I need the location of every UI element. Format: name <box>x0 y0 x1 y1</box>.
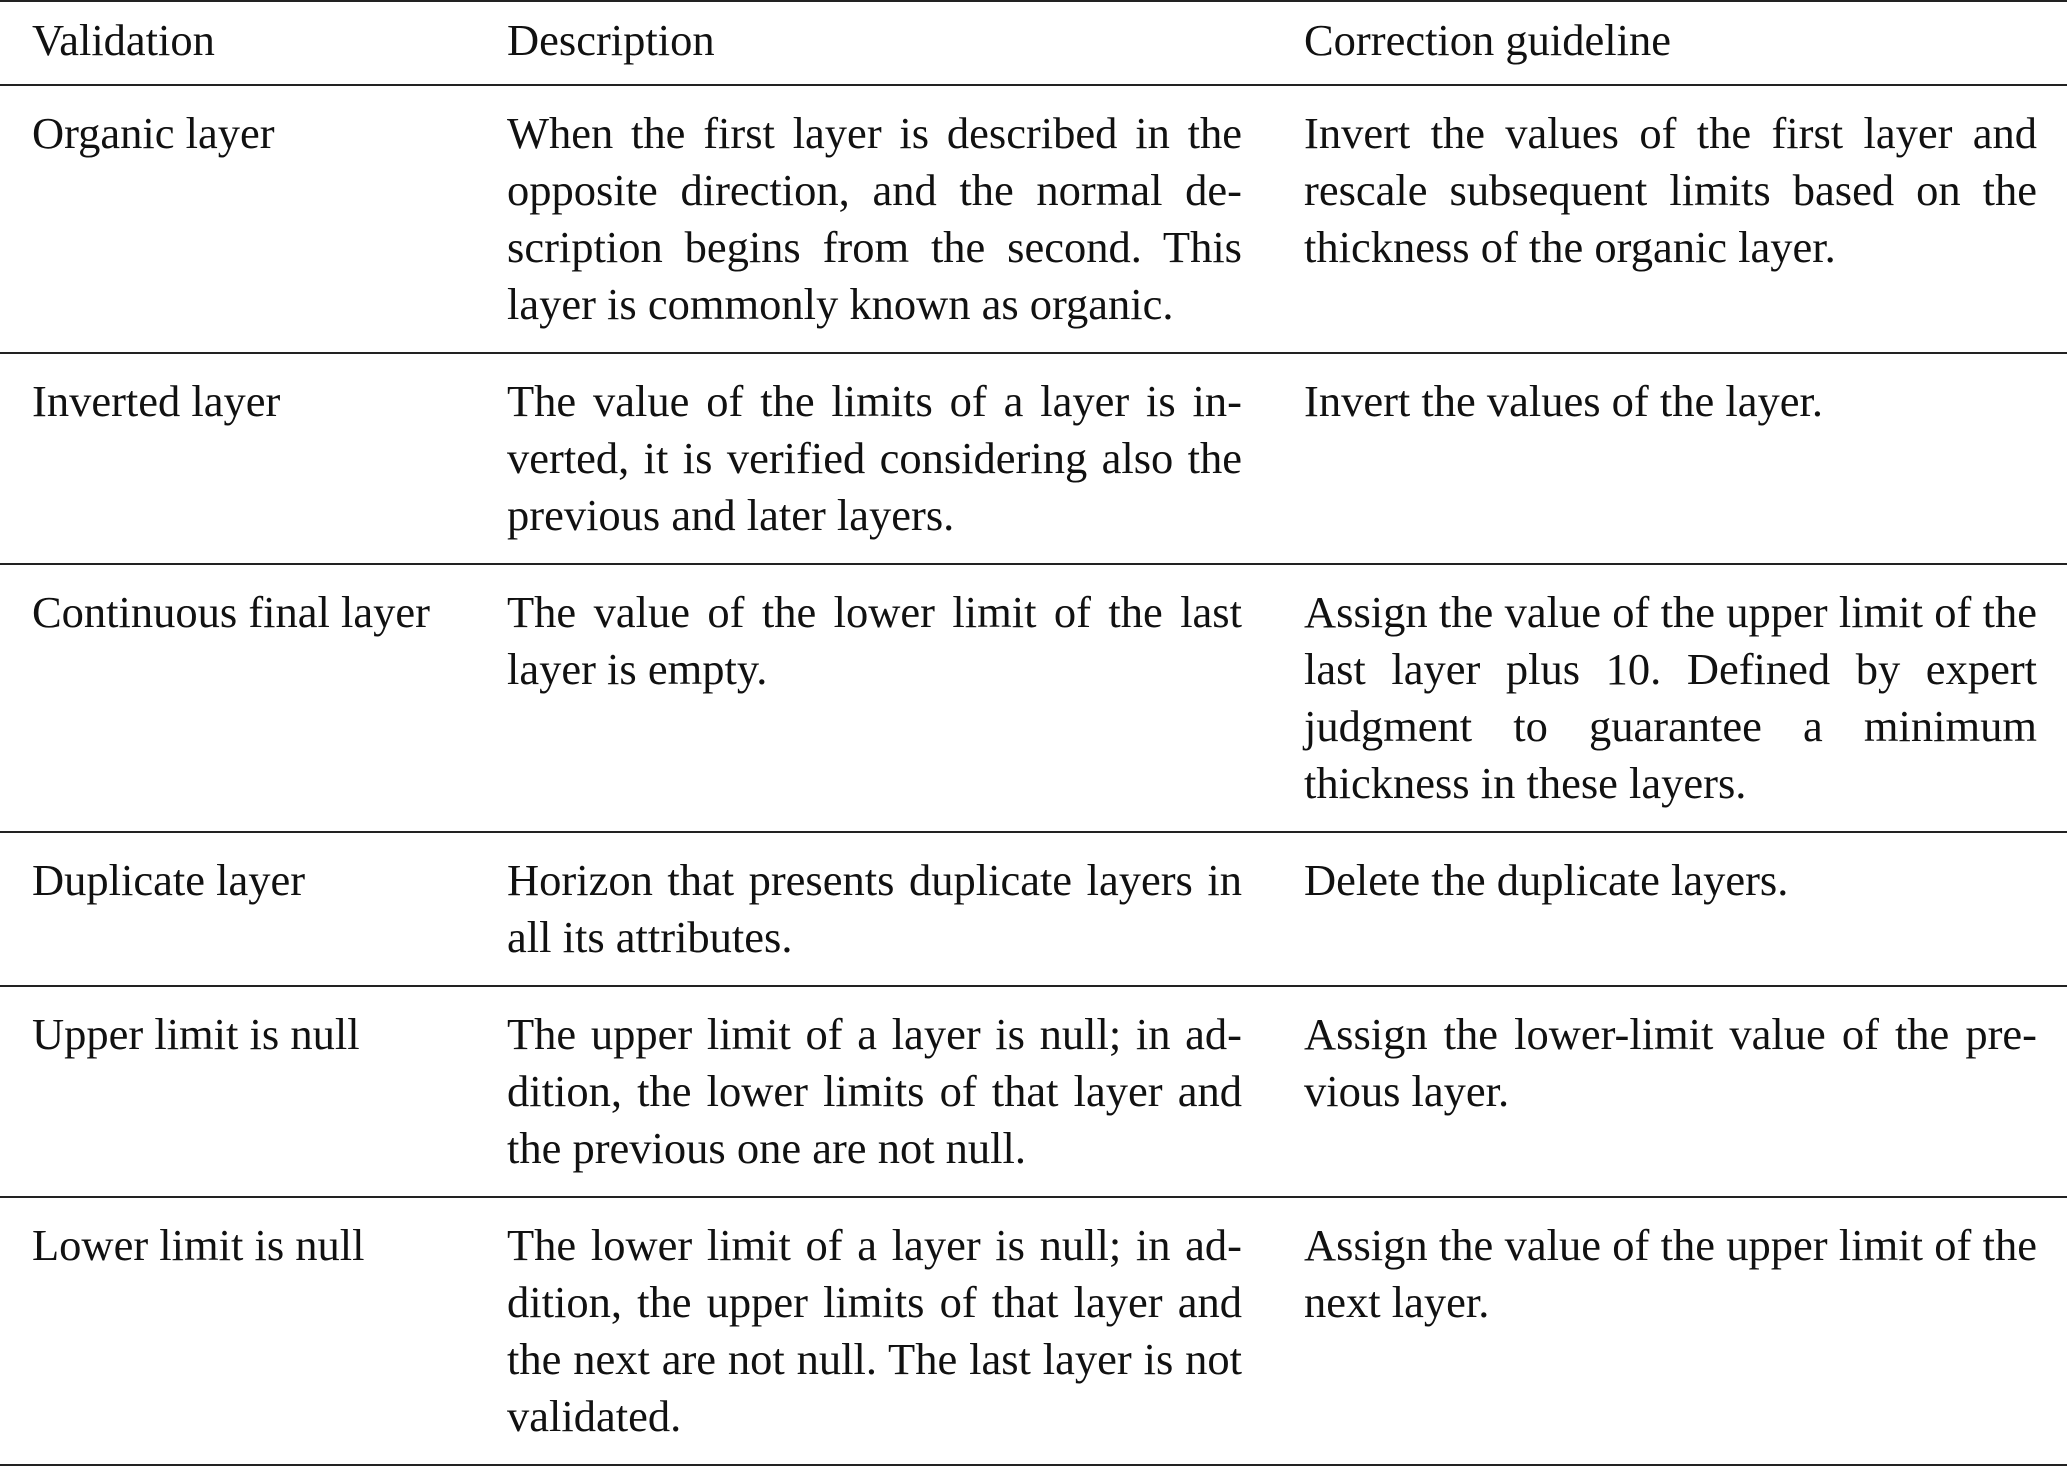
cell-correction: Assign the lower-limit value of the previous layer. <box>1304 1009 2037 1116</box>
table-row <box>0 564 2067 832</box>
cell-validation: Lower limit is null <box>32 1220 365 1270</box>
table-row <box>0 353 2067 564</box>
table-row <box>0 1197 2067 1465</box>
cell-correction: Assign the value of the upper limit of the last layer plus 10. Defined by expert judgment to guarantee a minimum thickness in these layers. <box>1304 587 2037 808</box>
cell-validation: Continuous final layer <box>32 587 430 637</box>
table-body <box>0 85 2067 1465</box>
header-correction-guideline: Correction guideline <box>1304 15 1672 65</box>
cell-description: The upper limit of a layer is null; in addition, the lower limits of that layer and the previous one are not null. <box>507 1009 1242 1173</box>
cell-correction: Invert the values of the layer. <box>1304 376 1823 426</box>
cell-validation: Organic layer <box>32 108 275 158</box>
cell-validation: Upper limit is null <box>32 1009 360 1059</box>
cell-validation: Inverted layer <box>32 376 281 426</box>
cell-description: The value of the lower limit of the last layer is empty. <box>507 587 1242 694</box>
table-header <box>0 1 2067 85</box>
header-description: Description <box>507 15 715 65</box>
table-row <box>0 832 2067 986</box>
header-validation: Validation <box>32 15 215 65</box>
table-row <box>0 986 2067 1197</box>
cell-description: Horizon that presents duplicate layers in all its attributes. <box>507 855 1242 962</box>
cell-correction: Invert the values of the first layer and rescale subsequent limits based on the thickness of the organic layer. <box>1304 108 2037 272</box>
table-row <box>0 85 2067 353</box>
cell-description: The value of the limits of a layer is inverted, it is verified considering also the previous and later layers. <box>507 376 1242 540</box>
cell-validation: Duplicate layer <box>32 855 306 905</box>
header-row <box>0 1 2067 85</box>
cell-description: The lower limit of a layer is null; in addition, the upper limits of that layer and the next are not null. The last layer is not validated. <box>507 1220 1242 1441</box>
cell-correction: Assign the value of the upper limit of the next layer. <box>1304 1220 2037 1327</box>
cell-description: When the first layer is described in the opposite direction, and the normal description begins from the second. This layer is commonly known as organic. <box>507 108 1242 329</box>
cell-correction: Delete the duplicate layers. <box>1304 855 1789 905</box>
